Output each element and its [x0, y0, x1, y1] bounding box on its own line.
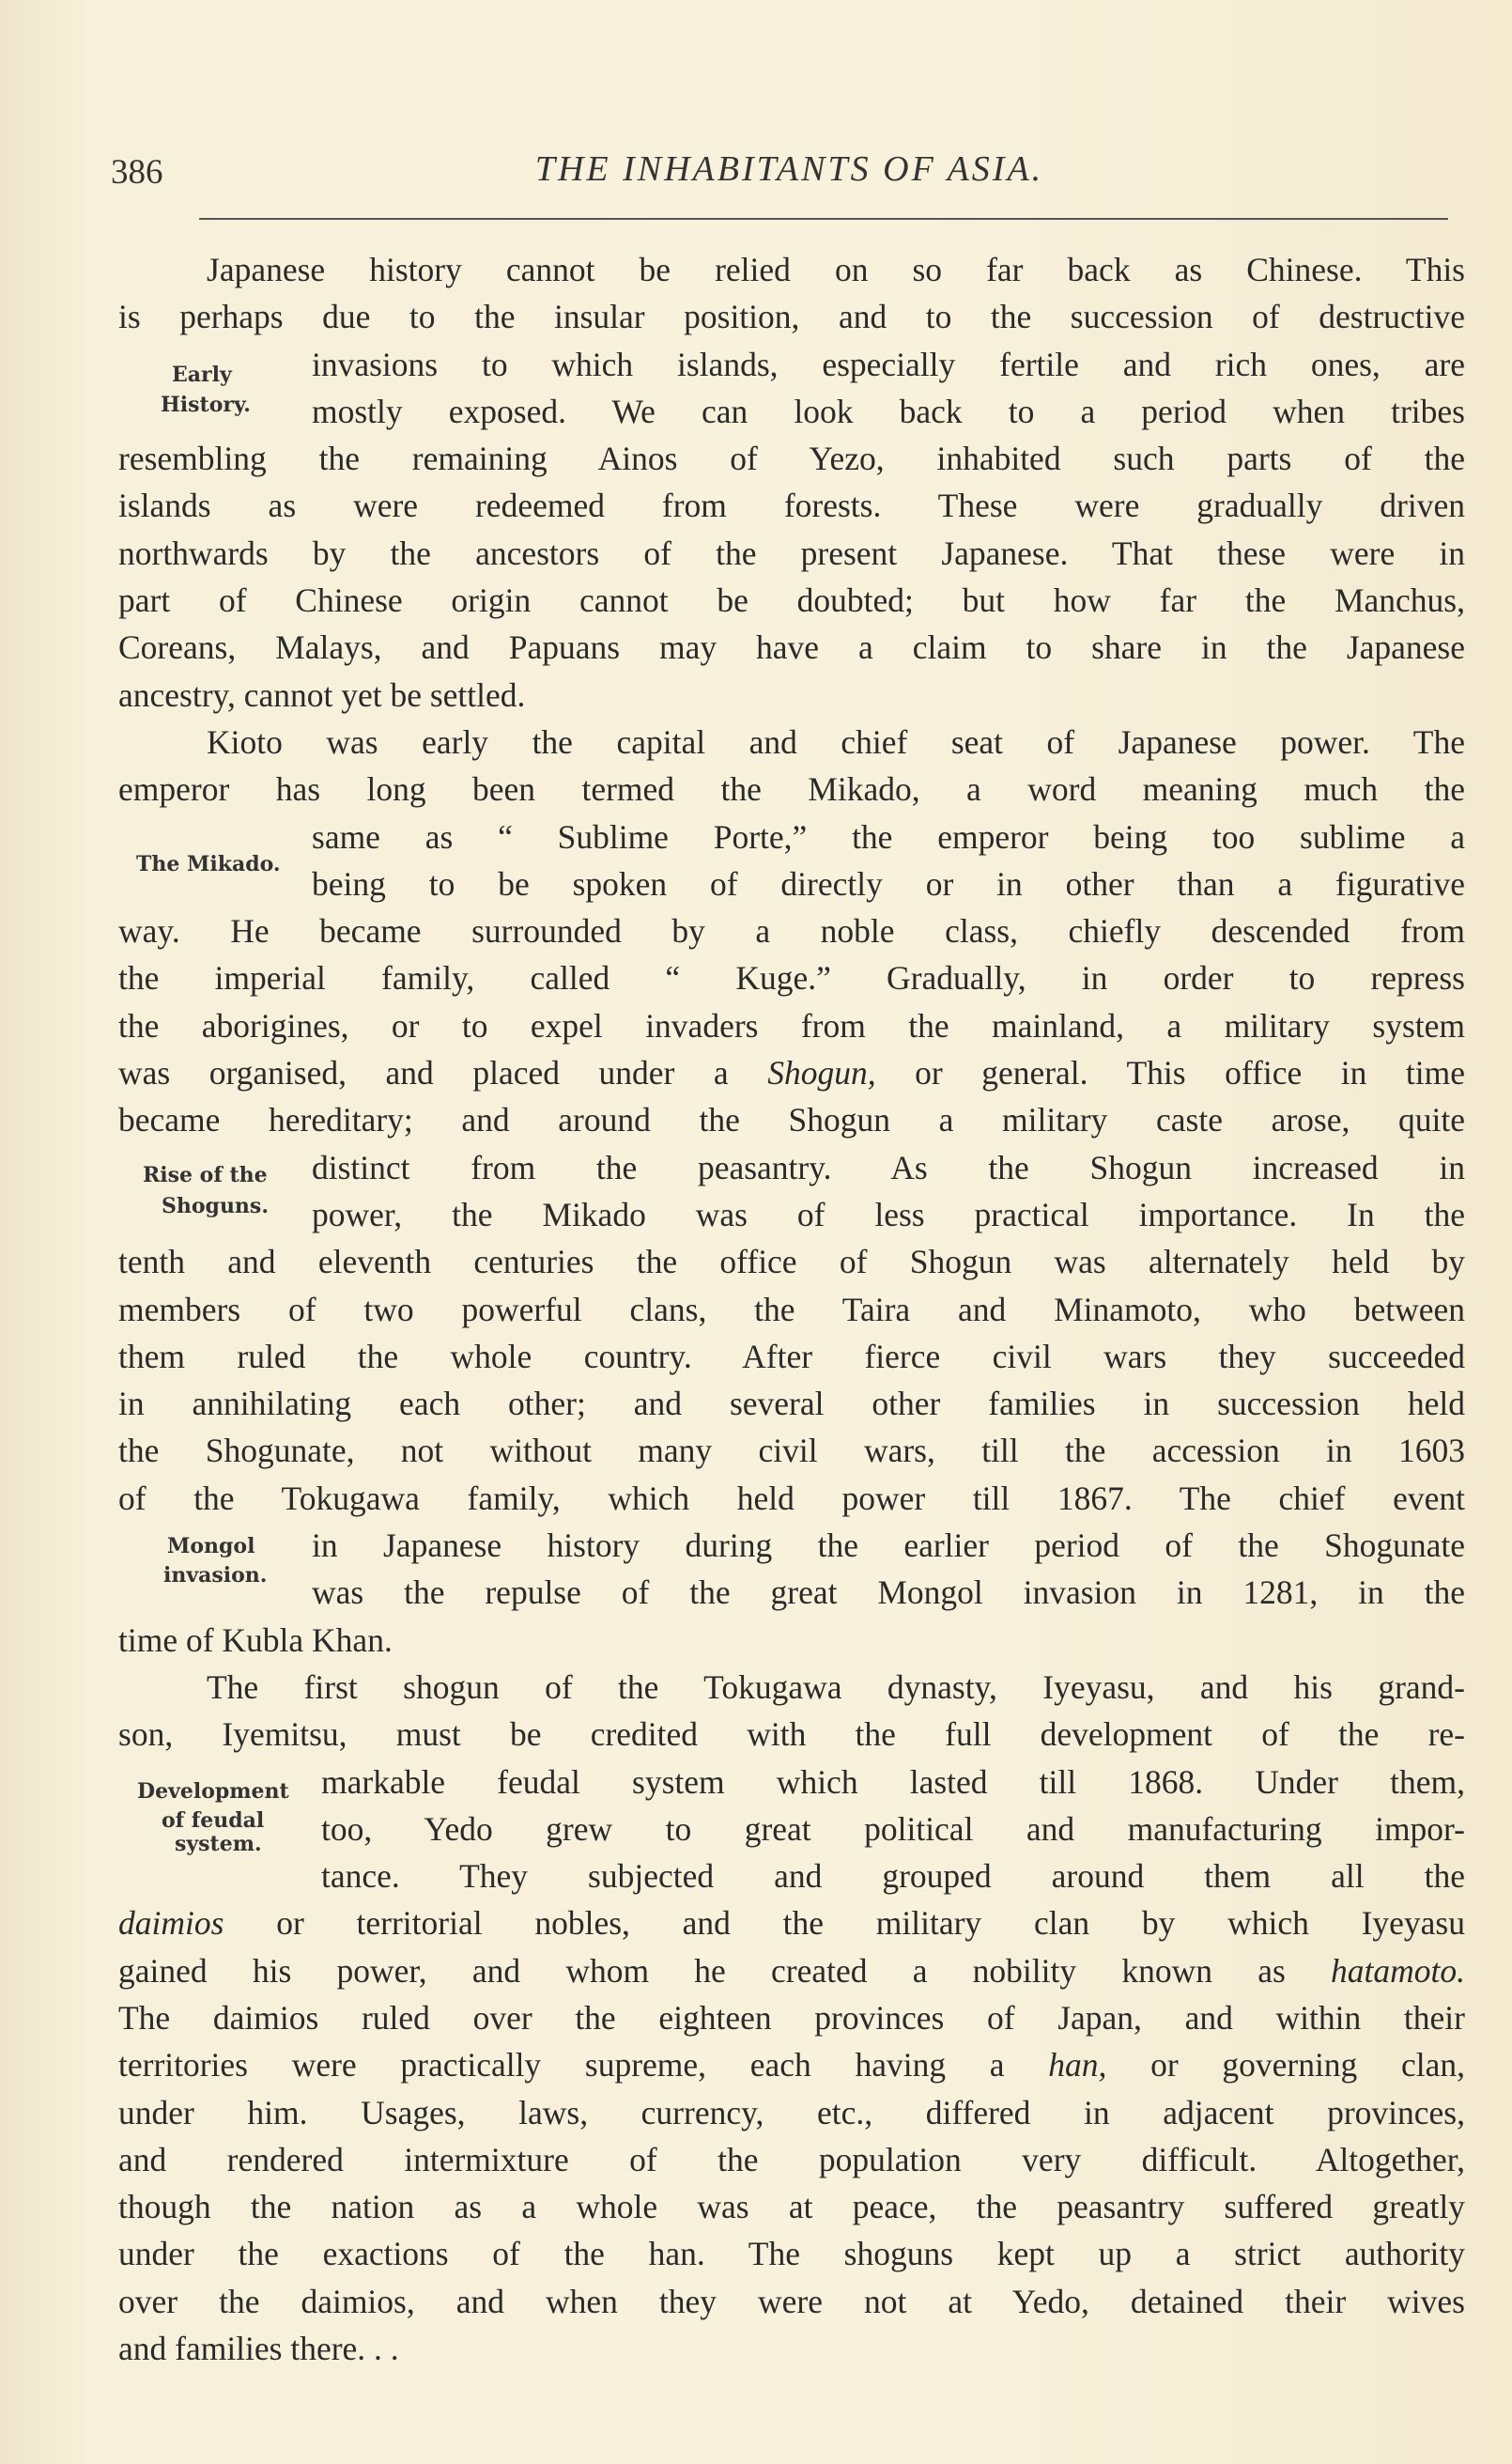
text-line: was the repulse of the great Mongol invasion in 1281, in the — [312, 1573, 1465, 1612]
text-line: the imperial family, called “ Kuge.” Gradually, in order to repress — [118, 959, 1465, 998]
running-head — [111, 148, 1468, 195]
sidenote-development-line3: system. — [175, 1832, 262, 1856]
text-line: the aborigines, or to expel invaders from the mainland, a military system — [118, 1006, 1465, 1045]
text-line: too, Yedo grew to great political and manufacturing impor- — [321, 1809, 1465, 1848]
sidenote-development-line2: of feudal — [162, 1808, 265, 1833]
text-line: resembling the remaining Ainos of Yezo, inhabited such parts of the — [118, 440, 1465, 478]
text-line: and rendered intermixture of the population very difficult. Altogether, — [118, 2140, 1465, 2178]
text-line: same as “ Sublime Porte,” the emperor being too sublime a — [312, 817, 1465, 856]
text-line: being to be spoken of directly or in other than a figurative — [312, 864, 1465, 903]
text-line: northwards by the ancestors of the present Japanese. That these were in — [118, 534, 1465, 572]
text-line: became hereditary; and around the Shogun a military caste arose, quite — [118, 1101, 1465, 1139]
text-line: though the nation as a whole was at peace, the peasantry suffered greatly — [118, 2188, 1465, 2226]
text-fragment: or general. This office in time — [915, 1054, 1466, 1093]
italic-term-hatamoto: hatamoto. — [1331, 1951, 1465, 1990]
text-line: under him. Usages, laws, currency, etc., differed in adjacent provinces, — [118, 2093, 1465, 2131]
text-fragment: was organised, and placed under a — [118, 1054, 729, 1093]
text-line: and families there. . . — [118, 2330, 399, 2368]
sidenote-development-line1: Development — [137, 1779, 289, 1804]
sidenote-mongol-invasion-line1: Mongol — [167, 1534, 255, 1558]
text-line: tance. They subjected and grouped around them all the — [321, 1857, 1465, 1896]
text-line: way. He became surrounded by a noble class, chiefly descended from — [118, 912, 1465, 951]
text-line: time of Kubla Khan. — [118, 1620, 393, 1659]
text-line: mostly exposed. We can look back to a period when tribes — [312, 392, 1465, 430]
text-line: son, Iyemitsu, must be credited with the full development of the re- — [118, 1715, 1465, 1754]
text-line — [118, 1899, 1465, 1946]
text-line: members of two powerful clans, the Taira and Minamoto, who between — [118, 1290, 1465, 1328]
header-rule — [199, 218, 1448, 220]
italic-term-daimios: daimios — [118, 1904, 224, 1943]
text-line: them ruled the whole country. After fierce civil wars they succeeded — [118, 1337, 1465, 1375]
text-line: over the daimios, and when they were not at Yedo, detained their wives — [118, 2282, 1465, 2320]
text-line: The first shogun of the Tokugawa dynasty, Iyeyasu, and his grand- — [207, 1667, 1465, 1706]
sidenote-early-history-line1: Early — [172, 363, 232, 387]
text-line: power, the Mikado was of less practical importance. In the — [312, 1195, 1465, 1233]
book-title: THE INHABITANTS OF ASIA. — [534, 149, 1044, 189]
sidenote-mongol-invasion-line2: invasion. — [163, 1563, 268, 1588]
text-line: emperor has long been termed the Mikado, a word meaning much the — [118, 770, 1465, 809]
text-line: of the Tokugawa family, which held power till 1867. The chief event — [118, 1479, 1465, 1517]
text-line — [118, 2041, 1465, 2088]
text-line: in annihilating each other; and several other families in succession held — [118, 1385, 1465, 1423]
text-line: Coreans, Malays, and Papuans may have a claim to share in the Japanese — [118, 628, 1465, 667]
text-line: under the exactions of the han. The shoguns kept up a strict authority — [118, 2235, 1465, 2273]
page-number: 386 — [111, 153, 163, 192]
text-line: distinct from the peasantry. As the Shogun increased in — [312, 1148, 1465, 1186]
italic-term-han: han, — [1048, 2046, 1107, 2084]
text-fragment: or territorial nobles, and the military clan by which Iyeyasu — [276, 1904, 1466, 1943]
sidenote-mikado: The Mikado. — [136, 852, 281, 876]
text-line: invasions to which islands, especially fertile and rich ones, are — [312, 345, 1465, 383]
text-line: is perhaps due to the insular position, and to the succession of destructive — [118, 298, 1465, 336]
text-fragment: or governing clan, — [1150, 2046, 1466, 2084]
text-line: Japanese history cannot be relied on so far back as Chinese. This — [207, 251, 1465, 288]
text-line: in Japanese history during the earlier period of the Shogunate — [312, 1526, 1465, 1565]
text-fragment: territories were practically supreme, each having a — [118, 2046, 1005, 2084]
text-line: the Shogunate, not without many civil wars, till the accession in 1603 — [118, 1432, 1465, 1470]
sidenote-rise-of-shoguns-line1: Rise of the — [143, 1163, 268, 1187]
text-line: part of Chinese origin cannot be doubted; but how far the Manchus, — [118, 581, 1465, 620]
text-line: ancestry, cannot yet be settled. — [118, 675, 526, 714]
sidenote-rise-of-shoguns-line2: Shoguns. — [162, 1194, 269, 1218]
text-line: markable feudal system which lasted till 1868. Under them, — [321, 1762, 1465, 1801]
text-line: islands as were redeemed from forests. These were gradually driven — [118, 487, 1465, 525]
text-line: The daimios ruled over the eighteen provinces of Japan, and within their — [118, 1998, 1465, 2037]
italic-term-shogun: Shogun, — [767, 1054, 876, 1093]
text-fragment: gained his power, and whom he created a nobility known as — [118, 1951, 1286, 1990]
sidenote-early-history-line2: History. — [161, 393, 251, 417]
text-line — [118, 1049, 1465, 1096]
text-line — [118, 1947, 1465, 1994]
body-text — [118, 246, 1465, 2372]
text-line: Kioto was early the capital and chief seat of Japanese power. The — [207, 722, 1465, 761]
text-line: tenth and eleventh centuries the office of Shogun was alternately held by — [118, 1243, 1465, 1281]
